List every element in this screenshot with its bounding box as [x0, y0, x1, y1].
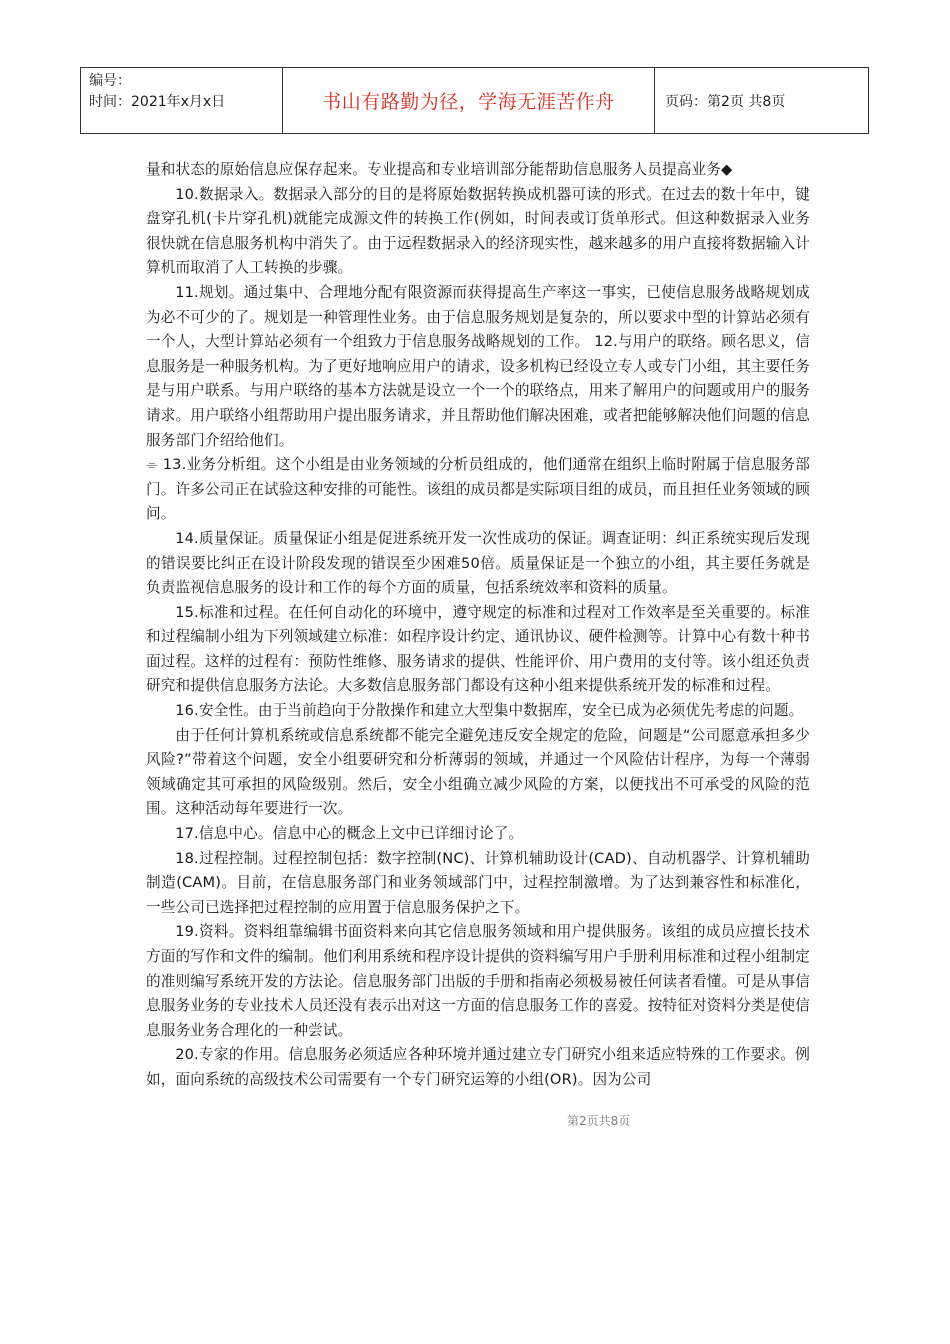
paragraph-quality-assurance: 14.质量保证。质量保证小组是促进系统开发一次性成功的保证。调查证明：纠正系统实现后发现的错误要比纠正在设计阶段发现的错误至少困难50倍。质量保证是一个独立的小组，其主要任务就是负责监视信息服务的设计和工作的每个方面的质量，包括系统效率和资料的质量。 [146, 529, 810, 597]
paragraph-experts: 20.专家的作用。信息服务必须适应各种环境并通过建立专门研究小组来适应特殊的工作要求。例如，面向系统的高级技术公司需要有一个专门研究运筹的小组(OR)。因为公司 [146, 1046, 810, 1088]
header-page-cell [655, 68, 868, 133]
page-info: 页码：第2页 共8页 [665, 93, 786, 110]
paragraph-documentation: 19.资料。资料组靠编辑书面资料来向其它信息服务领域和用户提供服务。该组的成员应擅长技术方面的写作和文件的编制。他们利用系统和程序设计提供的资料编写用户手册利用标准和过程小组制定的准则编写系统开发的方法论。信息服务部门出版的手册和指南必须极易被任何读者看懂。可是从事信息服务业务的专业技术人员还没有表示出对这一方面的信息服务工作的喜爱。按特征对资料分类是使信息服务业务合理化的一种尝试。 [146, 923, 810, 1039]
header-motto-cell [283, 68, 655, 133]
motto: 书山有路勤为径，学海无涯苦作舟 [322, 91, 615, 113]
header-table [80, 67, 869, 134]
paragraph-info-center: 17.信息中心。信息中心的概念上文中已详细讨论了。 [175, 825, 524, 843]
paragraph-planning: 11.规划。通过集中、合理地分配有限资源而获得提高生产率这一事实，已使信息服务战略规划成为必不可少的了。规划是一种管理性业务。由于信息服务规划是复杂的，所以要求中型的计算站必须有一个人，大型计算站必须有一个组致力于信息服务战略规划的工作。 12.与用户的联络。顾名思义，信息服务是一种服务机构。为了更好地响应用户的请求，设多机构已经设立专人或专门小组，其主要任务是与用户联系。与用户联络的基本方法就是设立一个一个的联络点，用来了解用户的问题或用户的服务请求。用户联络小组帮助用户提出服务请求，并且帮助他们解决困难，或者把能够解决他们问题的信息服务部门介绍给他们。 [146, 283, 810, 449]
paragraph-process-control: 18.过程控制。过程控制包括：数字控制(NC)、计算机辅助设计(CAD)、自动机器学、计算机辅助制造(CAM)。目前，在信息服务部门和业务领域部门中，过程控制激增。为了达到兼容性和标准化，一些公司已选择把过程控制的应用置于信息服务保护之下。 [146, 849, 810, 916]
page-mark: 第2页共8页 [567, 1114, 631, 1128]
document-body [146, 158, 810, 1093]
paragraph-business-analysis: ⌯ 13.业务分析组。这个小组是由业务领域的分析员组成的，他们通常在组织上临时附属于信息服务部门。许多公司正在试验这种安排的可能性。该组的成员都是实际项目组的成员，而且担任业务领域的顾问。 [146, 456, 810, 523]
paragraph-standards: 15.标准和过程。在任何自动化的环境中，遵守规定的标准和过程对工作效率是至关重要的。标准和过程编制小组为下列领域建立标准：如程序设计约定、通讯协议、硬件检测等。计算中心有数十种书面过程。这样的过程有：预防性维修、服务请求的提供、性能评价、用户费用的支付等。该小组还负责研究和提供信息服务方法论。大多数信息服务部门都设有这种小组来提供系统开发的标准和过程。 [146, 603, 810, 695]
paragraph-data-entry: 10.数据录入。数据录入部分的目的是将原始数据转换成机器可读的形式。在过去的数十年中，键盘穿孔机(卡片穿孔机)就能完成源文件的转换工作(例如，时间表或订货单形式。但这种数据录入业务很快就在信息服务机构中消失了。由于远程数据录入的经济现实性，越来越多的用户直接将数据输入计算机而取消了人工转换的步骤。 [146, 185, 810, 277]
paragraph-security: 16.安全性。由于当前趋向于分散操作和建立大型集中数据库，安全已成为必须优先考虑的问题。 [175, 702, 804, 720]
paragraph-risk: 由于任何计算机系统或信息系统都不能完全避免违反安全规定的危险，问题是“公司愿意承担多少风险?”带着这个问题，安全小组要研究和分析薄弱的领域，并通过一个风险估计程序，为每一个薄弱领域确定其可承担的风险级别。然后，安全小组确立减少风险的方案，以便找出不可承受的风险的范围。这种活动每年要进行一次。 [146, 726, 810, 818]
paragraph-continuation: 量和状态的原始信息应保存起来。专业提高和专业培训部分能帮助信息服务人员提高业务◆ [146, 161, 733, 178]
number-label: 编号： [89, 73, 131, 89]
time-label: 时间：2021年x月x日 [89, 94, 226, 110]
header-left-cell [81, 68, 283, 133]
